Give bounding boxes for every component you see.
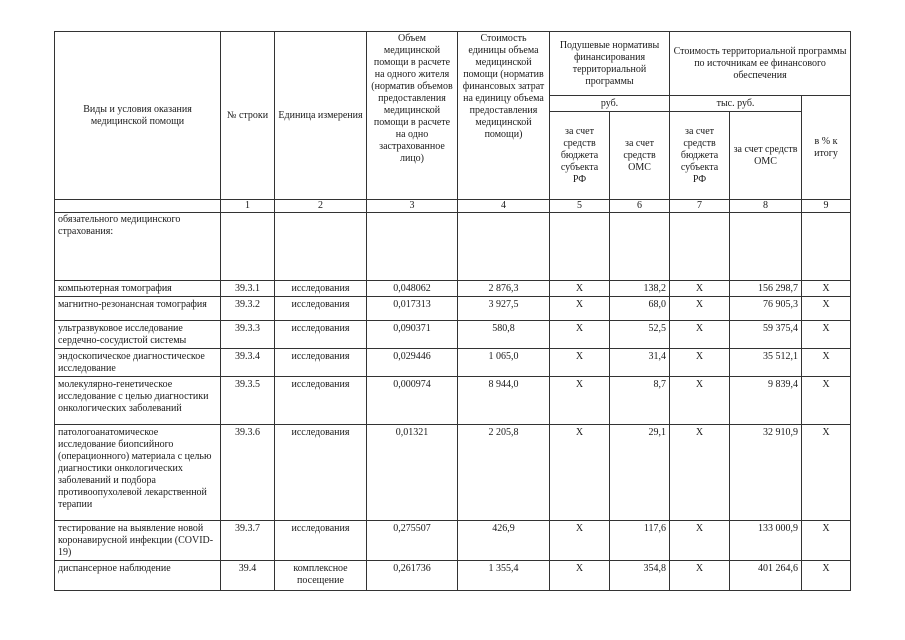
- row-cost: 580,8: [458, 321, 550, 349]
- row-name: компьютерная томография: [55, 281, 221, 297]
- row-percent: Х: [802, 281, 851, 297]
- table-row: [55, 297, 851, 321]
- row-budget-thousand: Х: [670, 561, 730, 591]
- row-number: 39.3.6: [221, 425, 275, 521]
- row-budget-thousand: Х: [670, 377, 730, 425]
- row-percent: Х: [802, 425, 851, 521]
- row-volume: 0,275507: [367, 521, 458, 561]
- row-budget-rub: Х: [550, 377, 610, 425]
- row-name: тестирование на выявление новой коронавирусной инфекции (COVID-19): [55, 521, 221, 561]
- row-name: диспансерное наблюдение: [55, 561, 221, 591]
- row-oms-rub: 68,0: [610, 297, 670, 321]
- header-volume: Объем медицинской помощи в расчете на одного жителя (норматив объемов предоставления медицинской помощи в расчете на одно застрахованное лицо): [367, 32, 458, 200]
- column-number: 9: [802, 200, 851, 213]
- row-cost: 2 205,8: [458, 425, 550, 521]
- row-unit: исследования: [275, 321, 367, 349]
- row-number: 39.3.5: [221, 377, 275, 425]
- row-volume: 0,01321: [367, 425, 458, 521]
- row-budget-rub: Х: [550, 281, 610, 297]
- row-percent: Х: [802, 377, 851, 425]
- row-name: эндоскопическое диагностическое исследование: [55, 349, 221, 377]
- row-percent: Х: [802, 297, 851, 321]
- header-percent: в % к итогу: [802, 96, 851, 200]
- table-row: [55, 349, 851, 377]
- row-name: магнитно-резонансная томография: [55, 297, 221, 321]
- table-row: [55, 281, 851, 297]
- row-volume: 0,090371: [367, 321, 458, 349]
- intro-text: обязательного медицинского страхования:: [55, 213, 221, 281]
- row-oms-rub: 52,5: [610, 321, 670, 349]
- header-oms-thousand: за счет средств ОМС: [730, 112, 802, 200]
- row-oms-thousand: 156 298,7: [730, 281, 802, 297]
- column-numbers-row: [55, 200, 851, 213]
- row-unit: исследования: [275, 349, 367, 377]
- column-number: 1: [221, 200, 275, 213]
- row-budget-thousand: Х: [670, 297, 730, 321]
- row-name: ультразвуковое исследование сердечно-сосудистой системы: [55, 321, 221, 349]
- row-unit: исследования: [275, 521, 367, 561]
- row-name: патологоанатомическое исследование биопсийного (операционного) материала с целью диагностики онкологических заболеваний и подбора противоопухолевой лекарственной терапии: [55, 425, 221, 521]
- column-number: 7: [670, 200, 730, 213]
- row-cost: 2 876,3: [458, 281, 550, 297]
- row-oms-thousand: 59 375,4: [730, 321, 802, 349]
- row-budget-thousand: Х: [670, 281, 730, 297]
- column-number: 2: [275, 200, 367, 213]
- row-oms-rub: 31,4: [610, 349, 670, 377]
- row-budget-rub: Х: [550, 297, 610, 321]
- row-number: 39.3.7: [221, 521, 275, 561]
- row-number: 39.4: [221, 561, 275, 591]
- row-oms-thousand: 133 000,9: [730, 521, 802, 561]
- row-number: 39.3.3: [221, 321, 275, 349]
- row-budget-thousand: Х: [670, 425, 730, 521]
- row-budget-thousand: Х: [670, 521, 730, 561]
- row-oms-rub: 8,7: [610, 377, 670, 425]
- row-volume: 0,000974: [367, 377, 458, 425]
- row-budget-thousand: Х: [670, 349, 730, 377]
- header-types: Виды и условия оказания медицинской помощи: [55, 32, 221, 200]
- territorial-program-cost-table: [54, 31, 851, 591]
- column-number: [55, 200, 221, 213]
- column-number: 4: [458, 200, 550, 213]
- column-number: 3: [367, 200, 458, 213]
- row-number: 39.3.2: [221, 297, 275, 321]
- row-cost: 426,9: [458, 521, 550, 561]
- row-budget-rub: Х: [550, 521, 610, 561]
- row-unit: исследования: [275, 281, 367, 297]
- row-oms-rub: 138,2: [610, 281, 670, 297]
- column-number: 5: [550, 200, 610, 213]
- header-unit-rub: руб.: [550, 96, 670, 112]
- row-cost: 1 065,0: [458, 349, 550, 377]
- header-unit: Единица измерения: [275, 32, 367, 200]
- header-budget-rub: за счет средств бюджета субъекта РФ: [550, 112, 610, 200]
- row-oms-rub: 354,8: [610, 561, 670, 591]
- header-row-no: № строки: [221, 32, 275, 200]
- row-unit: исследования: [275, 377, 367, 425]
- row-percent: Х: [802, 561, 851, 591]
- table-row: [55, 561, 851, 591]
- row-number: 39.3.4: [221, 349, 275, 377]
- table-row: [55, 321, 851, 349]
- row-volume: 0,261736: [367, 561, 458, 591]
- row-oms-thousand: 76 905,3: [730, 297, 802, 321]
- row-cost: 3 927,5: [458, 297, 550, 321]
- table-row: [55, 521, 851, 561]
- row-oms-rub: 29,1: [610, 425, 670, 521]
- row-oms-thousand: 401 264,6: [730, 561, 802, 591]
- row-name: молекулярно-генетическое исследование с целью диагностики онкологических заболеваний: [55, 377, 221, 425]
- row-percent: Х: [802, 521, 851, 561]
- row-unit: комплексное посещение: [275, 561, 367, 591]
- row-budget-rub: Х: [550, 561, 610, 591]
- header-unit-thousand-rub: тыс. руб.: [670, 96, 802, 112]
- row-volume: 0,017313: [367, 297, 458, 321]
- column-number: 8: [730, 200, 802, 213]
- header-budget-thousand: за счет средств бюджета субъекта РФ: [670, 112, 730, 200]
- row-unit: исследования: [275, 297, 367, 321]
- row-volume: 0,048062: [367, 281, 458, 297]
- table-row: [55, 377, 851, 425]
- row-budget-rub: Х: [550, 321, 610, 349]
- row-oms-thousand: 9 839,4: [730, 377, 802, 425]
- row-unit: исследования: [275, 425, 367, 521]
- row-volume: 0,029446: [367, 349, 458, 377]
- header-cost: Стоимость единицы объема медицинской помощи (норматив финансовых затрат на единицу объема предоставления медицинской помощи): [458, 32, 550, 200]
- row-oms-thousand: 35 512,1: [730, 349, 802, 377]
- row-budget-thousand: Х: [670, 321, 730, 349]
- header-per-capita: Подушевые нормативы финансирования территориальной программы: [550, 32, 670, 96]
- header-oms-rub: за счет средств ОМС: [610, 112, 670, 200]
- row-cost: 1 355,4: [458, 561, 550, 591]
- row-budget-rub: Х: [550, 425, 610, 521]
- row-number: 39.3.1: [221, 281, 275, 297]
- table-row: [55, 425, 851, 521]
- row-percent: Х: [802, 321, 851, 349]
- row-oms-thousand: 32 910,9: [730, 425, 802, 521]
- row-budget-rub: Х: [550, 349, 610, 377]
- header-total-cost: Стоимость территориальной программы по источникам ее финансового обеспечения: [670, 32, 851, 96]
- row-cost: 8 944,0: [458, 377, 550, 425]
- row-oms-rub: 117,6: [610, 521, 670, 561]
- column-number: 6: [610, 200, 670, 213]
- row-percent: Х: [802, 349, 851, 377]
